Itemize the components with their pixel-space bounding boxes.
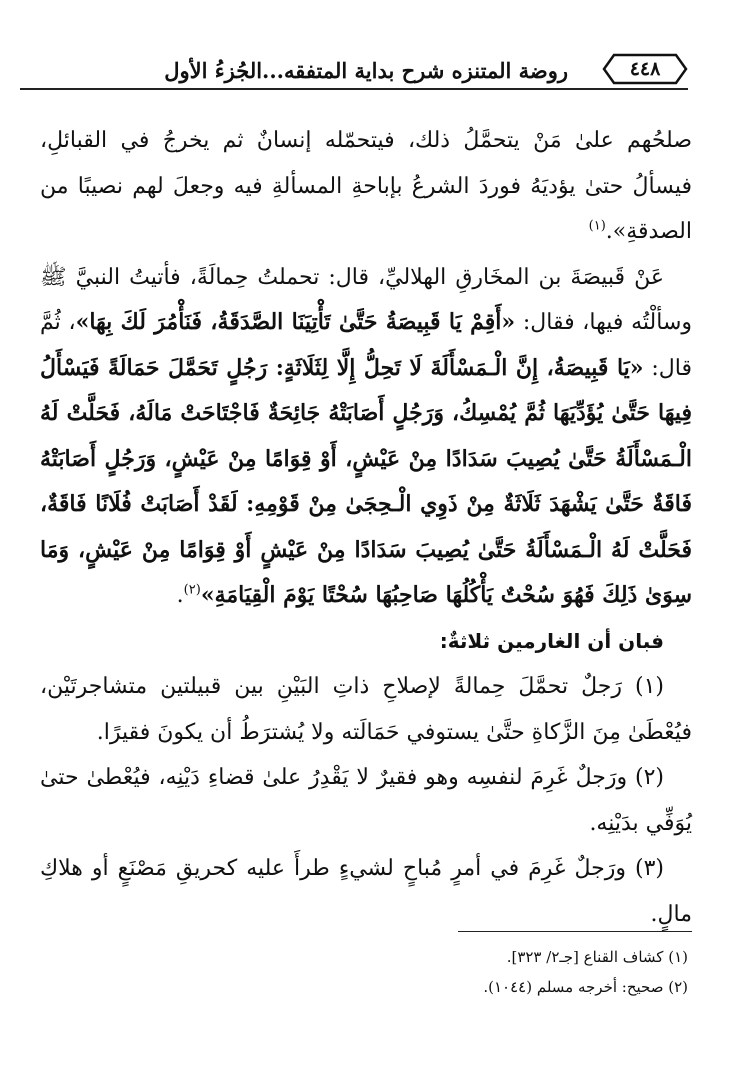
footnotes (40, 942, 688, 1002)
hadith-quote-1: «أَقِمْ يَا قَبِيصَةُ حَتَّىٰ تَأْتِيَنَا الصَّدَقَةُ، فَنَأْمُرَ لَكَ بِهَا» (75, 309, 516, 335)
page-number: ٤٤٨ (629, 58, 661, 80)
footnote-ref-2: (٢) (183, 582, 201, 598)
list-item-2: (٢) ورَجلٌ غَرِمَ لنفسِه وهو فقيرٌ لا يَقْدِرُ علىٰ قضاءِ دَيْنِه، فيُعْطىٰ حتىٰ يُوَفِّي بدَيْنِه. (40, 765, 692, 836)
list-item-3: (٣) ورَجلٌ غَرِمَ في أمرٍ مُباحٍ لشيءٍ طرأَ عليه كحريقِ مَصْنَعٍ أو هلاكِ مالٍ. (40, 856, 692, 927)
page-number-badge (602, 52, 688, 86)
footnote-ref-1: (١) (588, 218, 606, 234)
paragraph-hadith: عَنْ قَبيصَةَ بن المخَارقِ الهلاليِّ، قال: تحملتُ حِمالَةً، فأتيتُ النبيَّ ﷺ وسألْتُه فيها، فقال: «أَقِمْ يَا قَبِيصَةُ حَتَّىٰ تَأْتِيَنَا الصَّدَقَةُ، فَنَأْمُرَ لَكَ بِهَا»، ثُمَّ قال: «يَا قَبِيصَةُ، إِنَّ الْـمَسْأَلَةَ لَا تَحِلُّ إِلَّا لِثَلَاثَةٍ: رَجُلٍ تَحَمَّلَ حَمَالَةً فَيَسْأَلُ فِيهَا حَتَّىٰ يُؤَدِّيَهَا ثُمَّ يُمْسِكُ، وَرَجُلٍ أَصَابَتْهُ جَائِحَةٌ فَاجْتَاحَتْ مَالَهُ، فَحَلَّتْ لَهُ الْـمَسْأَلَةُ حَتَّىٰ يُصِيبَ سَدَادًا مِنْ عَيْشٍ، أَوْ قِوَامًا مِنْ عَيْشٍ، وَرَجُلٍ أَصَابَتْهُ فَاقَةٌ حَتَّىٰ يَشْهَدَ ثَلَاثَةٌ مِنْ ذَوِي الْـحِجَىٰ مِنْ قَوْمِهِ: لَقَدْ أَصَابَتْ فُلَانًا فَاقَةٌ، فَحَلَّتْ لَهُ الْـمَسْأَلَةُ حَتَّىٰ يُصِيبَ سَدَادًا مِنْ عَيْشٍ أَوْ قِوَامًا مِنْ عَيْشٍ، وَمَا سِوَىٰ ذَلِكَ فَهُوَ سُحْتٌ يَأْكُلُهَا صَاحِبُهَا سُحْتًا يَوْمَ الْقِيَامَةِ»$^{(٢)}$. (40, 264, 693, 608)
running-title: روضة المتنزه شرح بداية المتفقه...الجُزءُ الأول (164, 58, 568, 83)
paragraph-1-text: صلحُهم علىٰ مَنْ يتحمَّلُ ذلك، فيتحمّله إنسانٌ ثم يخرجُ في القبائلِ، فيسألُ حتىٰ يؤديَهُ فوردَ الشرعُ بإباحةِ المسألةِ فيه وجعلَ لهم نصيبًا من الصدقةِ». (40, 128, 692, 244)
hadith-quote-2: «يَا قَبِيصَةُ، إِنَّ الْـمَسْأَلَةَ لَا تَحِلُّ إِلَّا لِثَلَاثَةٍ: رَجُلٍ تَحَمَّلَ حَمَالَةً فَيَسْأَلُ فِيهَا حَتَّىٰ يُؤَدِّيَهَا ثُمَّ يُمْسِكُ، وَرَجُلٍ أَصَابَتْهُ جَائِحَةٌ فَاجْتَاحَتْ مَالَهُ، فَحَلَّتْ لَهُ الْـمَسْأَلَةُ حَتَّىٰ يُصِيبَ سَدَادًا مِنْ عَيْشٍ، أَوْ قِوَامًا مِنْ عَيْشٍ، وَرَجُلٍ أَصَابَتْهُ فَاقَةٌ حَتَّىٰ يَشْهَدَ ثَلَاثَةٌ مِنْ ذَوِي الْـحِجَىٰ مِنْ قَوْمِهِ: لَقَدْ أَصَابَتْ فُلَانًا فَاقَةٌ، فَحَلَّتْ لَهُ الْـمَسْأَلَةُ حَتَّىٰ يُصِيبَ سَدَادًا مِنْ عَيْشٍ أَوْ قِوَامًا مِنْ عَيْشٍ، وَمَا سِوَىٰ ذَلِكَ فَهُوَ سُحْتٌ يَأْكُلُهَا صَاحِبُهَا سُحْتًا يَوْمَ الْقِيَامَةِ» (40, 354, 692, 608)
footnote-1: (١) كشاف القناع [جـ٢/ ٣٢٣]. (506, 948, 688, 966)
page-body (40, 118, 692, 937)
header-rule (20, 88, 688, 90)
footnote-2: (٢) صحيح: أخرجه مسلم (١٠٤٤). (483, 978, 688, 996)
hadith-mid: ، ثُمَّ قال: (40, 310, 692, 381)
section-heading: فبان أن الغارمين ثلاثةٌ: (439, 628, 664, 653)
paragraph-1 (40, 118, 692, 255)
hadith-intro: عَنْ قَبيصَةَ بن المخَارقِ الهلاليِّ، قال: تحملتُ حِمالَةً، فأتيتُ النبيَّ ﷺ وسألْتُه فيها، فقال: (40, 264, 693, 335)
list-item-1: (١) رَجلٌ تحمَّلَ حِمالةً لإصلاحِ ذاتِ البَيْنِ بين قبيلتين متشاجرتَيْن، فيُعْطَىٰ مِنَ الزَّكاةِ حتَّىٰ يستوفي حَمَالَته ولا يُشترَطُ أن يكونَ فقيرًا. (40, 674, 692, 745)
page-header (20, 52, 688, 94)
footnote-separator (458, 931, 692, 932)
